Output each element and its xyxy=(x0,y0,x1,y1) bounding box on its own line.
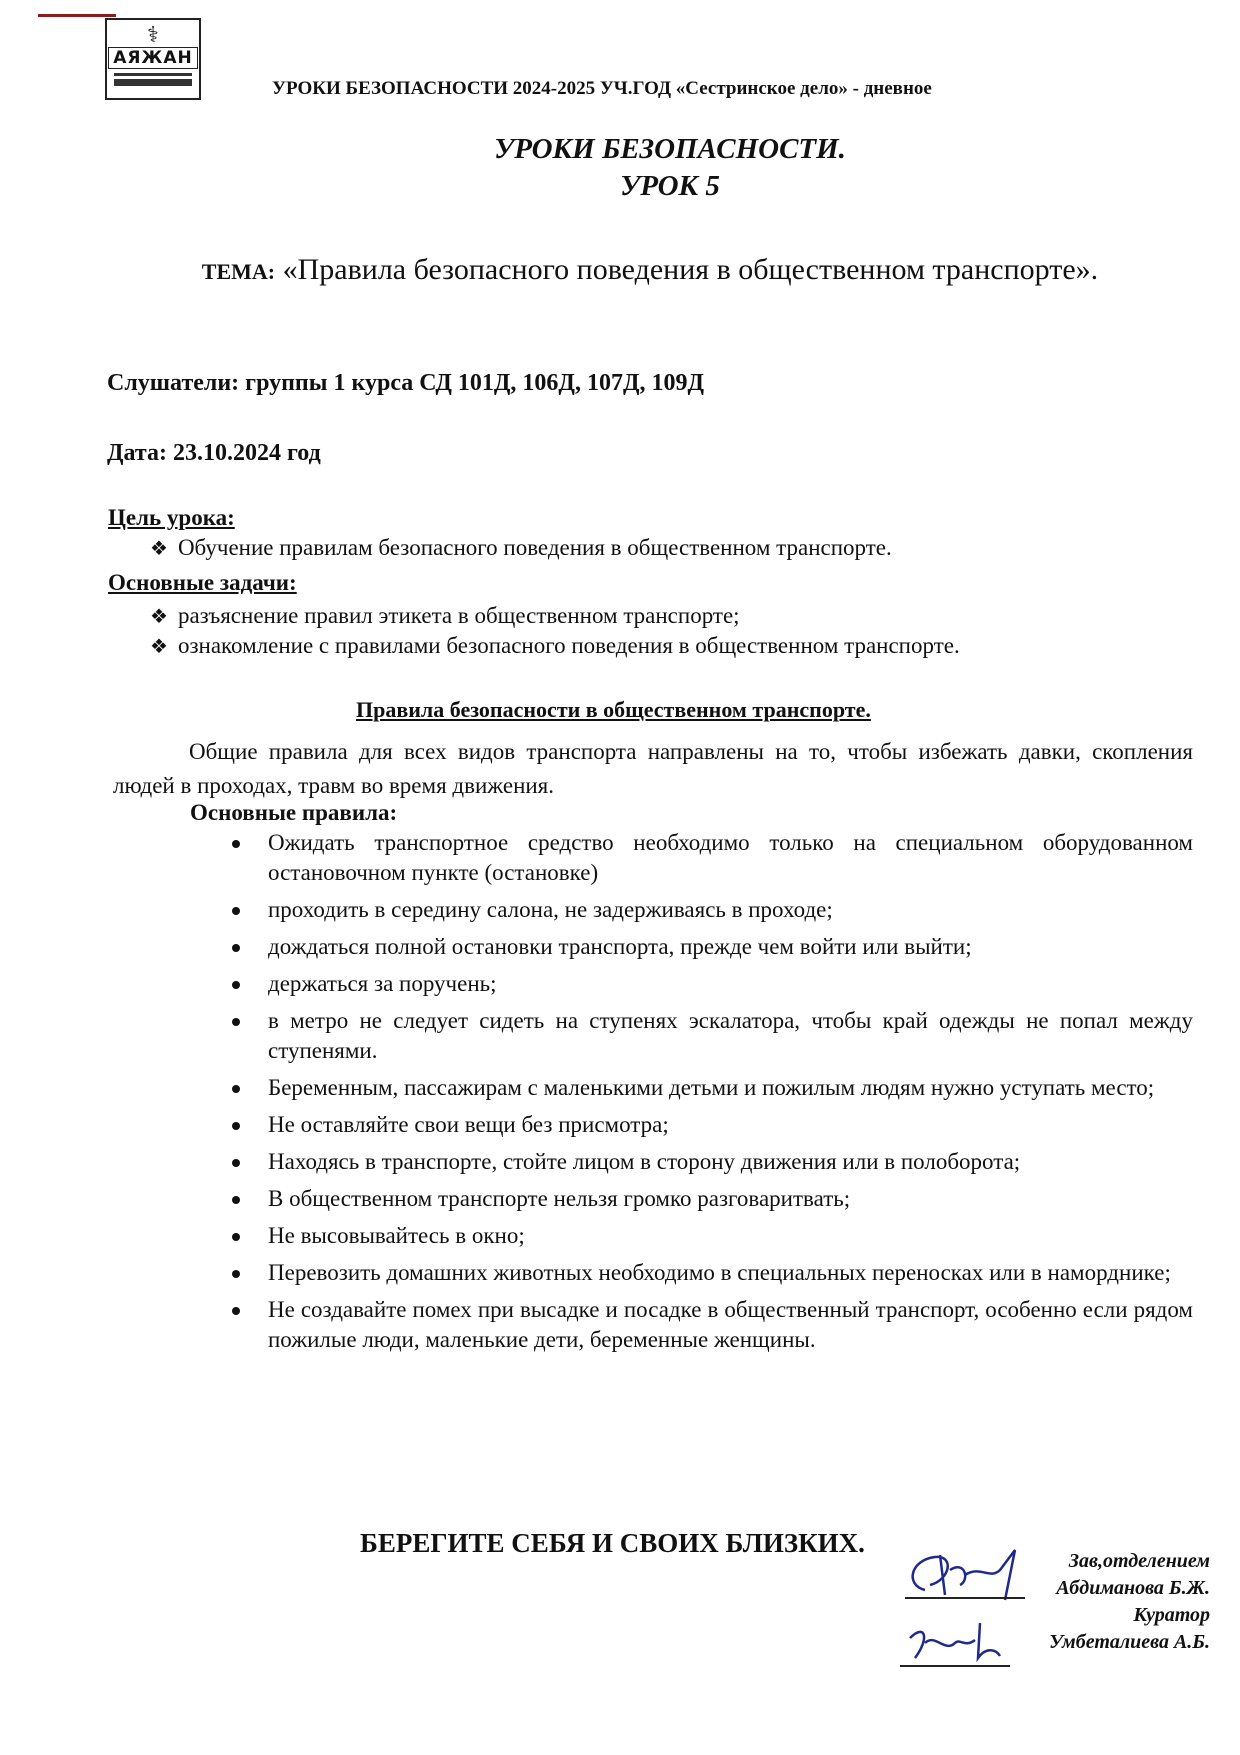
signatory-name: Абдиманова Б.Ж. xyxy=(1056,1577,1210,1599)
logo-name: АЯЖАН xyxy=(108,47,197,69)
corner-mark xyxy=(38,14,116,17)
main-rules-label: Основные правила: xyxy=(190,800,398,825)
tasks-heading: Основные задачи: xyxy=(108,570,297,595)
bullet-icon xyxy=(232,840,240,848)
book-caduceus-icon: ⚕ xyxy=(147,22,159,47)
signature-block xyxy=(1049,1548,1210,1656)
list-item: Не высовывайтесь в окно; xyxy=(228,1221,1193,1251)
signatory-role: Зав,отделением xyxy=(1068,1550,1210,1572)
bullet-icon xyxy=(232,1085,240,1093)
rules-list xyxy=(228,828,1193,1362)
signatory-role: Куратор xyxy=(1133,1604,1210,1626)
list-item: Ожидать транспортное средство необходимо только на специальном оборудованном остановочном пункте (остановке) xyxy=(228,828,1193,888)
signature-line xyxy=(905,1597,1025,1599)
bullet-icon xyxy=(232,981,240,989)
bullet-icon xyxy=(232,1018,240,1026)
task-item: ❖ ознакомление с правилами безопасного поведения в общественном транспорте. xyxy=(150,633,960,658)
bullet-icon xyxy=(232,944,240,952)
list-item: Не создавайте помех при высадке и посадке в общественный транспорт, особенно если рядом пожилые люди, маленькие дети, беременные женщины. xyxy=(228,1295,1193,1355)
diamond-bullet-icon: ❖ xyxy=(150,606,168,628)
topic-label: ТЕМА: xyxy=(201,259,276,284)
topic-text: «Правила безопасного поведения в общественном транспорте». xyxy=(282,253,1099,286)
logo-bar xyxy=(114,79,192,86)
signatory-name: Умбеталиева А.Б. xyxy=(1049,1631,1210,1653)
lesson-topic xyxy=(190,250,1110,292)
diamond-bullet-icon: ❖ xyxy=(150,636,168,658)
bullet-icon xyxy=(232,1270,240,1278)
college-logo xyxy=(105,18,201,100)
list-item: Перевозить домашних животных необходимо в специальных переносках или в наморднике; xyxy=(228,1258,1193,1288)
page-title: УРОКИ БЕЗОПАСНОСТИ. xyxy=(494,133,846,165)
goal-heading: Цель урока: xyxy=(108,505,235,530)
document-header: УРОКИ БЕЗОПАСНОСТИ 2024-2025 УЧ.ГОД «Сестринское дело» - дневное xyxy=(272,78,932,99)
listeners-line: Слушатели: группы 1 курса СД 101Д, 106Д, 107Д, 109Д xyxy=(107,370,704,396)
closing-slogan: БЕРЕГИТЕ СЕБЯ И СВОИХ БЛИЗКИХ. xyxy=(360,1528,865,1558)
lesson-number: УРОК 5 xyxy=(620,170,720,202)
diamond-bullet-icon: ❖ xyxy=(150,538,168,560)
signature-curator-icon xyxy=(900,1618,1010,1668)
list-item: держаться за поручень; xyxy=(228,969,1193,999)
bullet-icon xyxy=(232,1122,240,1130)
date-line: Дата: 23.10.2024 год xyxy=(107,440,321,466)
list-item: Не оставляйте свои вещи без присмотра; xyxy=(228,1110,1193,1140)
list-item: в метро не следует сидеть на ступенях эскалатора, чтобы край одежды не попал между ступенями. xyxy=(228,1006,1193,1066)
list-item: Беременным, пассажирам с маленькими детьми и пожилым людям нужно уступать место; xyxy=(228,1073,1193,1103)
list-item: В общественном транспорте нельзя громко разговаритвать; xyxy=(228,1184,1193,1214)
rules-heading: Правила безопасности в общественном транспорте. xyxy=(356,697,871,722)
signature-line xyxy=(900,1665,1010,1667)
logo-bar xyxy=(114,73,192,76)
goal-item: ❖ Обучение правилам безопасного поведения в общественном транспорте. xyxy=(150,535,892,560)
rules-intro: Общие правила для всех видов транспорта направлены на то, чтобы избежать давки, скопления людей в проходах, травм во время движения. xyxy=(113,739,1193,798)
bullet-icon xyxy=(232,907,240,915)
bullet-icon xyxy=(232,1307,240,1315)
list-item: Находясь в транспорте, стойте лицом в сторону движения или в полоборота; xyxy=(228,1147,1193,1177)
bullet-icon xyxy=(232,1159,240,1167)
task-item: ❖ разъяснение правил этикета в общественном транспорте; xyxy=(150,603,740,628)
bullet-icon xyxy=(232,1196,240,1204)
list-item: дождаться полной остановки транспорта, прежде чем войти или выйти; xyxy=(228,932,1193,962)
list-item: проходить в середину салона, не задерживаясь в проходе; xyxy=(228,895,1193,925)
signature-head-icon xyxy=(905,1545,1025,1605)
bullet-icon xyxy=(232,1233,240,1241)
